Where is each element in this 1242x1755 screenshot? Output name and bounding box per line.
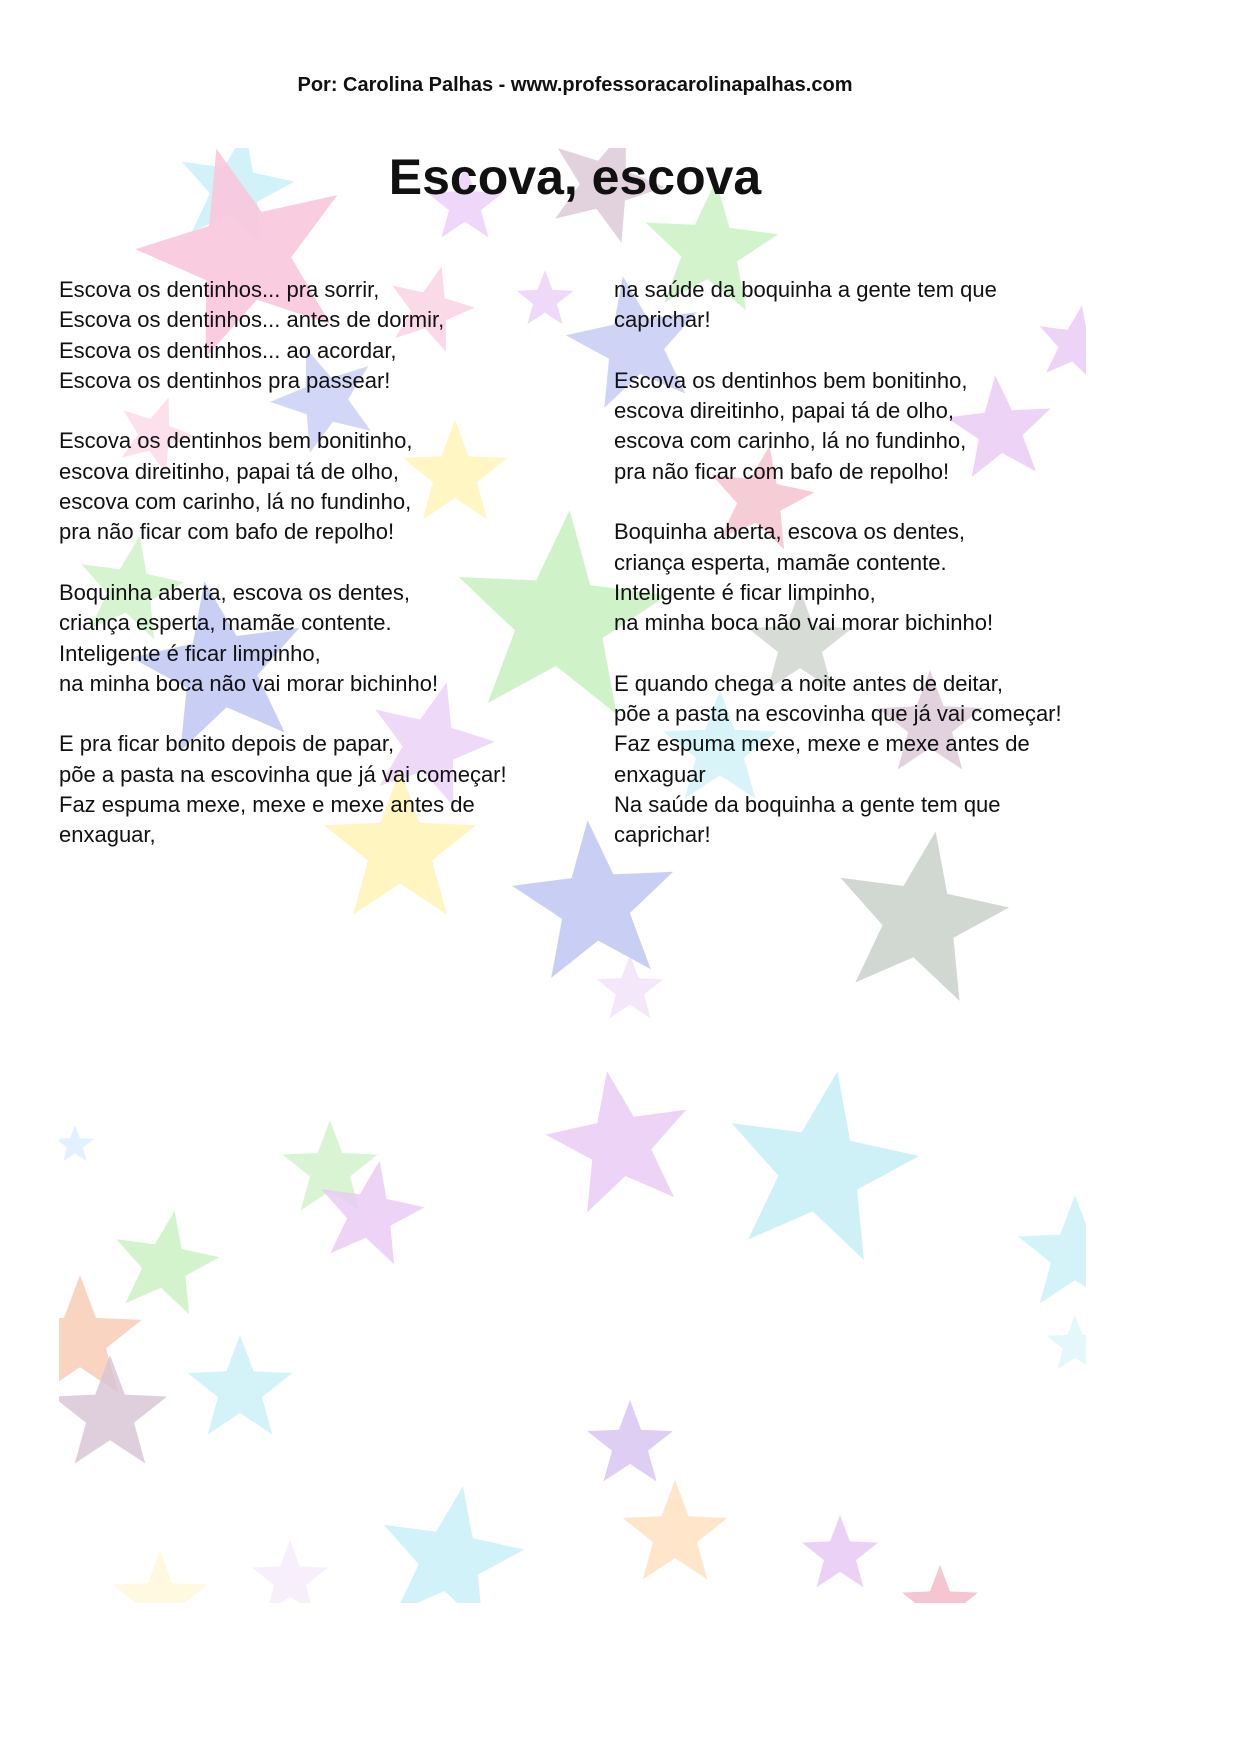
star-shape	[623, 1480, 728, 1580]
poem-line: E quando chega a noite antes de deitar,	[614, 670, 1003, 696]
poem-line: Escova os dentinhos bem bonitinho,	[59, 428, 413, 454]
poem-line: Boquinha aberta, escova os dentes,	[59, 579, 411, 605]
poem-line: pra não ficar com bafo de repolho!	[59, 519, 395, 545]
poem-line: Na saúde da boquinha a gente tem que	[614, 792, 1001, 818]
star-shape	[56, 1125, 94, 1161]
poem-line: criança esperta, mamãe contente.	[614, 549, 947, 575]
poem-stanza	[59, 275, 599, 396]
poem-stanza	[59, 426, 599, 547]
poem-line: na minha boca não vai morar bichinho!	[614, 610, 994, 636]
poem-line: põe a pasta na escovinha que já vai começar!	[59, 761, 507, 787]
poem-line: escova direitinho, papai tá de olho,	[59, 458, 400, 484]
poem-line: caprichar!	[614, 822, 711, 848]
poem-line: Faz espuma mexe, mexe e mexe antes de	[59, 792, 475, 818]
poem-line: enxaguar,	[59, 822, 156, 848]
poem-line: Escova os dentinhos bem bonitinho,	[614, 367, 968, 393]
star-shape	[188, 1335, 293, 1435]
star-shape	[1018, 1195, 1132, 1304]
star-shape	[116, 1211, 219, 1315]
star-shape	[902, 1565, 978, 1637]
star-shape	[546, 1071, 687, 1212]
poem-stanza	[614, 669, 1174, 851]
poem-line: Inteligente é ficar limpinho,	[59, 640, 321, 666]
poem-line: Escova os dentinhos... pra sorrir,	[59, 277, 380, 302]
poem-line: Escova os dentinhos... ao acordar,	[59, 337, 397, 363]
poem-stanza	[614, 275, 1174, 336]
poem-line: põe a pasta na escovinha que já vai começar!	[614, 701, 1062, 727]
poem-line: escova com carinho, lá no fundinho,	[614, 428, 967, 454]
poem-line: escova direitinho, papai tá de olho,	[614, 398, 955, 424]
author-credit: Por: Carolina Palhas - www.professoracarolinapalhas.com	[297, 74, 853, 96]
poem-line: pra não ficar com bafo de repolho!	[614, 458, 950, 484]
star-shape	[597, 955, 664, 1018]
star-shape	[252, 1540, 328, 1612]
poem-stanza	[614, 366, 1174, 487]
poem-line: na saúde da boquinha a gente tem que	[614, 277, 997, 302]
poem-column-right	[614, 275, 1174, 881]
poem-line: na minha boca não vai morar bichinho!	[59, 670, 439, 696]
poem-line: Boquinha aberta, escova os dentes,	[614, 519, 966, 545]
star-shape	[587, 1400, 673, 1481]
poem-column-left	[59, 275, 599, 881]
star-shape	[1047, 1315, 1104, 1369]
poem-line: enxaguar	[614, 761, 706, 787]
poem-line: Escova os dentinhos... antes de dormir,	[59, 307, 445, 333]
star-shape	[18, 1275, 142, 1393]
poem-line: Inteligente é ficar limpinho,	[614, 579, 876, 605]
page-title: Escova, escova	[388, 149, 762, 205]
poem-stanza	[59, 729, 599, 850]
poem-line: caprichar!	[614, 307, 711, 333]
poem-line: escova com carinho, lá no fundinho,	[59, 489, 412, 515]
poem-line: E pra ficar bonito depois de papar,	[59, 731, 395, 757]
star-shape	[384, 1486, 525, 1627]
poem-line: criança esperta, mamãe contente.	[59, 610, 392, 636]
star-shape	[802, 1515, 878, 1587]
star-shape	[112, 1550, 207, 1641]
poem-line: Escova os dentinhos pra passear!	[59, 367, 391, 393]
poem-stanza	[614, 517, 1174, 638]
poem-stanza	[59, 578, 599, 699]
star-shape	[732, 1072, 919, 1260]
poem-line: Faz espuma mexe, mexe e mexe antes de	[614, 731, 1030, 757]
